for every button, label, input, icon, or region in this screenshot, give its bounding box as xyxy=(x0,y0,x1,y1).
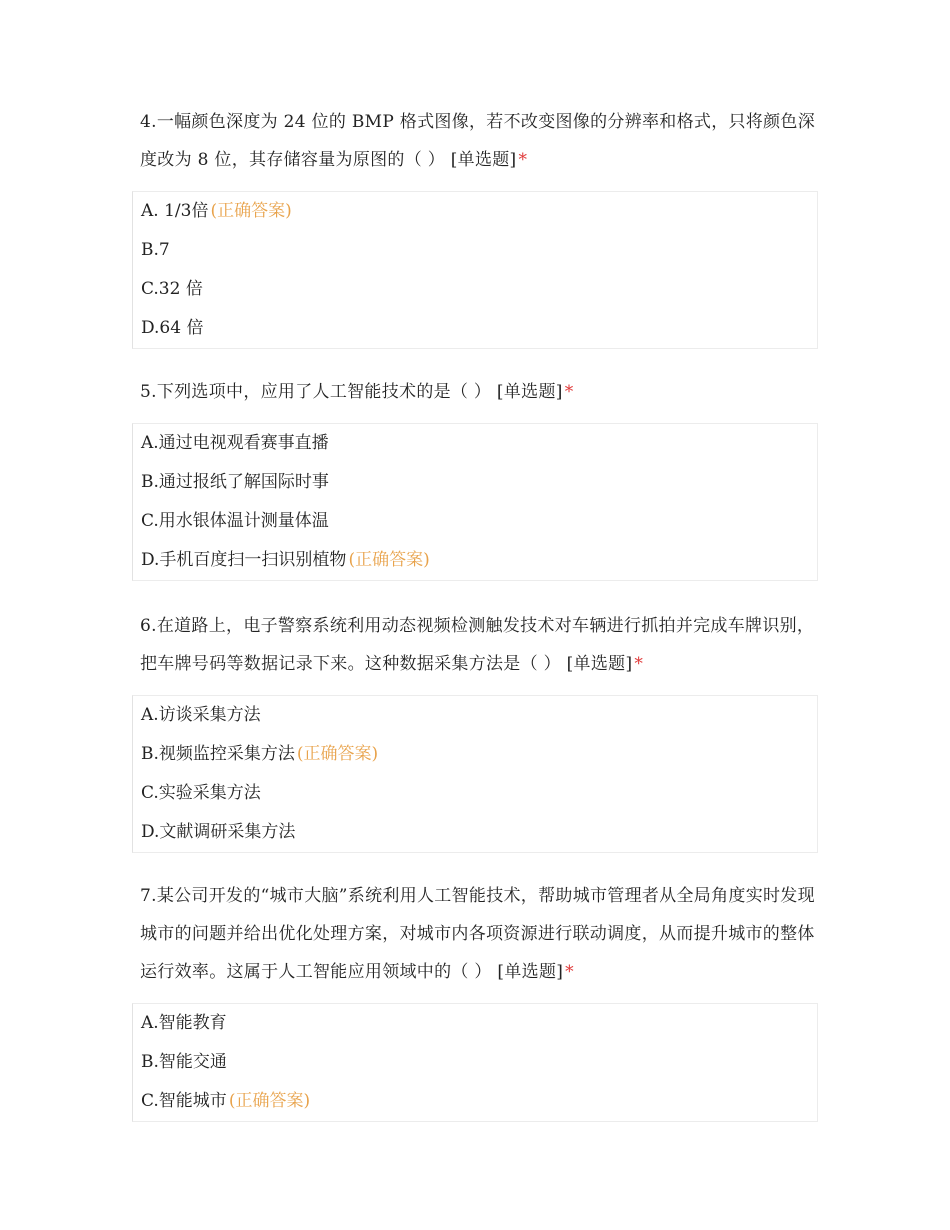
option-a[interactable] xyxy=(133,192,817,231)
option-a[interactable] xyxy=(133,1004,817,1043)
question-4 xyxy=(132,103,818,365)
option-c[interactable] xyxy=(133,502,817,541)
option-b[interactable] xyxy=(133,735,817,774)
required-mark: * xyxy=(518,150,528,170)
option-label: A. 1/3倍 xyxy=(141,201,209,221)
option-c[interactable] xyxy=(133,270,817,309)
required-mark: * xyxy=(565,962,574,982)
option-label: A.通过电视观看赛事直播 xyxy=(141,433,329,453)
option-label: C.用水银体温计测量体温 xyxy=(141,511,329,531)
option-b[interactable] xyxy=(133,231,817,270)
option-d[interactable] xyxy=(133,541,817,580)
option-d[interactable] xyxy=(133,813,817,852)
correct-answer-tag: (正确答案) xyxy=(296,744,379,764)
options-list xyxy=(132,1003,818,1122)
option-label: A.智能教育 xyxy=(141,1013,227,1033)
options-list xyxy=(132,423,818,581)
option-b[interactable] xyxy=(133,1043,817,1082)
option-a[interactable] xyxy=(133,424,817,463)
option-label: B.视频监控采集方法 xyxy=(141,744,295,764)
options-list xyxy=(132,695,818,853)
question-text: 5.下列选项中，应用了人工智能技术的是（ ） [单选题] xyxy=(140,382,563,402)
question-text: 4.一幅颜色深度为 24 位的 BMP 格式图像，若不改变图像的分辨率和格式，只将颜色深度改为 8 位，其存储容量为原图的（ ） [单选题] xyxy=(140,112,816,170)
option-label: D.手机百度扫一扫识别植物 xyxy=(141,550,347,570)
required-mark: * xyxy=(564,382,574,402)
question-text: 7.某公司开发的“城市大脑”系统利用人工智能技术，帮助城市管理者从全局角度实时发现城市的问题并给出优化处理方案，对城市内各项资源进行联动调度，从而提升城市的整体运行效率。这属于人工智能应用领域中的（ ） [单选题] xyxy=(140,886,815,982)
question-5 xyxy=(132,373,818,597)
correct-answer-tag: (正确答案) xyxy=(210,201,292,221)
option-d[interactable] xyxy=(133,309,817,348)
option-label: B.7 xyxy=(141,240,170,260)
option-label: B.智能交通 xyxy=(141,1052,227,1072)
option-c[interactable] xyxy=(133,774,817,813)
correct-answer-tag: (正确答案) xyxy=(348,550,430,570)
option-label: C.实验采集方法 xyxy=(141,783,261,803)
option-label: A.访谈采集方法 xyxy=(141,705,261,725)
question-stem xyxy=(132,877,818,991)
option-label: D.文献调研采集方法 xyxy=(141,822,296,842)
option-a[interactable] xyxy=(133,696,817,735)
option-label: C.智能城市 xyxy=(141,1091,227,1111)
option-label: B.通过报纸了解国际时事 xyxy=(141,472,329,492)
question-stem xyxy=(132,607,818,683)
correct-answer-tag: (正确答案) xyxy=(228,1091,311,1111)
options-list xyxy=(132,191,818,349)
question-6 xyxy=(132,607,818,869)
option-label: C.32 倍 xyxy=(141,279,203,299)
question-text: 6.在道路上，电子警察系统利用动态视频检测触发技术对车辆进行抓拍并完成车牌识别，把车牌号码等数据记录下来。这种数据采集方法是（ ） [单选题] xyxy=(140,616,815,674)
required-mark: * xyxy=(634,654,644,674)
option-label: D.64 倍 xyxy=(141,318,204,338)
question-stem xyxy=(132,103,818,179)
option-b[interactable] xyxy=(133,463,817,502)
option-c[interactable] xyxy=(133,1082,817,1121)
question-stem xyxy=(132,373,818,411)
question-7 xyxy=(132,877,818,1138)
